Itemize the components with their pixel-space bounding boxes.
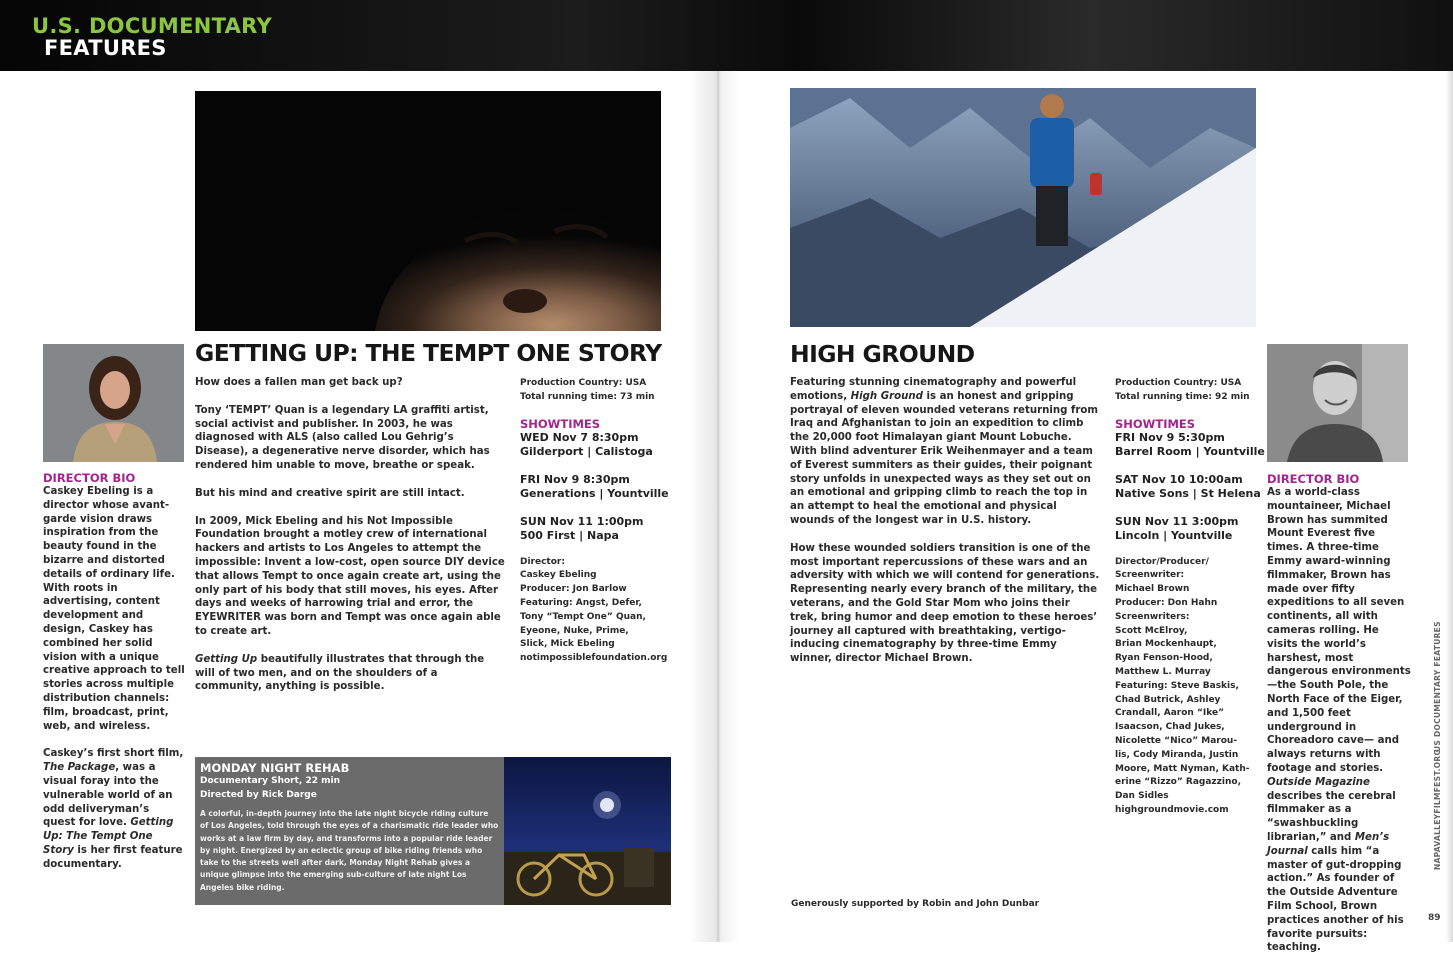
film-still-high-ground-climber	[790, 88, 1256, 327]
section-title-line2: FEATURES	[44, 36, 167, 60]
bio-text: is her first feature documentary.	[43, 844, 183, 870]
film-title-italic: High Ground	[850, 390, 923, 402]
director-bio-heading: DIRECTOR BIO	[1267, 472, 1360, 486]
credit-line: erine “Rizzo” Ragazzino,	[1115, 777, 1241, 788]
short-film-description: A colorful, in-depth journey into the late night bicycle riding culture of Los Angeles, told through the eyes of a charismatic ride leader who works at a law firm by day, and transforms into a popular ride leader by night. Energized by an eclectic group of bike riding friends who take to the streets well after dark, Monday Night Rehab gives a unique glimpse into the emerging sub-culture of late night Los Angeles bike riding.	[200, 809, 499, 892]
credit-line: Nicolette “Nico” Marou-	[1115, 735, 1238, 746]
credit-line: Chad Butrick, Ashley	[1115, 694, 1221, 705]
credits-list	[520, 556, 670, 666]
showtime-entry	[1115, 515, 1265, 543]
showtime-entry	[1115, 431, 1265, 459]
credit-line: notimpossiblefoundation.org	[520, 653, 668, 664]
film-title-high-ground: HIGH GROUND	[790, 340, 975, 368]
bio-text: calls him “a master of gut-dropping action.” As founder of the Outside Adventure Film School, Brown practices another of his favorite pursuits: teaching.	[1267, 845, 1404, 954]
credit-line: Producer: Don Hahn	[1115, 597, 1218, 608]
publication-italic: Men’s Journal	[1267, 831, 1390, 857]
film-info-high-ground	[1115, 377, 1265, 818]
film-title-italic: Getting Up: The Tempt One Story	[43, 817, 174, 856]
credit-line: Brian Mockenhaupt,	[1115, 639, 1217, 650]
showtime-venue: Generations | Yountville	[520, 486, 669, 500]
credit-line: Featuring: Angst, Defer,	[520, 597, 642, 608]
showtimes-list	[520, 431, 670, 543]
credit-line: Isaacson, Chad Jukes,	[1115, 722, 1225, 733]
credit-line: Producer: Jon Barlow	[520, 584, 627, 595]
side-label-website: NAPAVALLEYFILMFEST.ORG	[1433, 749, 1442, 870]
synopsis-para	[195, 653, 505, 694]
page-gutter	[690, 71, 740, 942]
side-label-section: US DOCUMENTARY FEATURES	[1433, 621, 1442, 752]
synopsis-intro: How does a fallen man get back up?	[195, 377, 403, 388]
credits-list	[1115, 556, 1265, 818]
short-film-box	[195, 757, 504, 905]
synopsis-para	[790, 376, 1100, 528]
showtime-venue: Lincoln | Yountville	[1115, 528, 1233, 542]
short-film-title: MONDAY NIGHT REHAB	[200, 761, 350, 775]
film-info-getting-up	[520, 377, 670, 666]
film-synopsis-getting-up	[195, 376, 505, 694]
production-country: Production Country: USA	[520, 378, 647, 388]
credit-line: Eyeone, Nuke, Prime,	[520, 625, 629, 636]
credit-line: Slick, Mick Ebeling	[520, 639, 615, 650]
bio-text: , was a visual foray into the vulnerable world of an odd deliveryman’s quest for love.	[43, 762, 173, 829]
showtime-when: SUN Nov 11 1:00pm	[520, 514, 644, 528]
synopsis-para: In 2009, Mick Ebeling and his Not Impossible Foundation brought a motley crew of international hackers and artists to Los Angeles to attempt the impossible: Invent a low-cost, open source DIY device that allows Tempt to once again create art, using the only part of his body that still moves, his eyes. After days and weeks of harrowing trial and error, the EYEWRITER was born and Tempt was once again able to create art.	[195, 515, 505, 637]
page-number: 89	[1428, 913, 1441, 923]
credit-line: Director:	[520, 556, 565, 567]
showtime-when: FRI Nov 9 5:30pm	[1115, 430, 1225, 444]
short-film-still-bikes	[504, 757, 671, 905]
bio-text: describes the cerebral filmmaker as a “swashbuckling librarian,” and	[1267, 790, 1396, 843]
showtime-venue: 500 First | Napa	[520, 528, 619, 542]
showtime-entry	[1115, 473, 1265, 501]
credit-line: Screenwriters:	[1115, 611, 1190, 622]
credit-line: Scott McElroy,	[1115, 625, 1188, 636]
synopsis-para: How these wounded soldiers transition is one of the most important repercussions of these wars and an adversity with which we will contend for generations. Representing nearly every branch of the military, the veterans, and the Gold Star Mom who joins their trek, bring humor and deep emotion to these heroes’ journey all captured with breathtaking, vertigo-inducing cinematography by three-time Emmy winner, director Michael Brown.	[790, 542, 1100, 665]
showtime-entry	[520, 431, 670, 459]
director-photo-caskey-ebeling	[43, 344, 184, 462]
film-title-italic: The Package	[43, 762, 116, 774]
director-bio-michael-brown	[1267, 473, 1412, 955]
publication-italic: Outside Magazine	[1267, 776, 1370, 788]
showtime-entry	[520, 515, 670, 543]
film-title-italic: Getting Up	[195, 653, 258, 665]
credit-line: Ryan Fenson-Hood,	[1115, 653, 1213, 664]
credit-line: Michael Brown	[1115, 584, 1190, 595]
synopsis-text: Featuring stunning cinematography and powerful emotions,	[790, 377, 1077, 402]
film-synopsis-high-ground	[790, 376, 1100, 666]
film-still-tempt-face	[195, 91, 661, 331]
page-edge	[1446, 71, 1453, 942]
film-title-getting-up: GETTING UP: THE TEMPT ONE STORY	[195, 339, 662, 367]
director-bio-caskey	[43, 472, 185, 872]
section-title-line1: U.S. DOCUMENTARY	[32, 14, 272, 38]
synopsis-para: Tony ‘TEMPT’ Quan is a legendary LA graffiti artist, social activist and publisher. In 2003, he was diagnosed with ALS (also called Lou Gehrig’s Disease), a degenerative nerve disorder, which has rendered him unable to move, breathe or speak.	[195, 404, 490, 471]
credit-line: Featuring: Steve Baskis,	[1115, 680, 1239, 691]
showtime-venue: Native Sons | St Helena	[1115, 486, 1261, 500]
credit-line: Director/Producer/	[1115, 556, 1209, 567]
production-country: Production Country: USA	[1115, 378, 1242, 388]
running-time: Total running time: 73 min	[520, 391, 655, 402]
director-bio-heading: DIRECTOR BIO	[43, 471, 136, 485]
credit-line: Tony “Tempt One” Quan,	[520, 611, 646, 622]
showtime-when: FRI Nov 9 8:30pm	[520, 472, 630, 486]
director-bio-text: Caskey Ebeling is a director whose avant-garde vision draws inspiration from the beauty found in the bizarre and distorted details of ordinary life. With roots in advertising, content development and design, Caskey has combined her solid vision with a unique creative approach to tell stories across multiple distribution channels: film, broadcast, print, web, and wireless.	[43, 486, 185, 732]
director-bio-text	[43, 747, 185, 871]
credit-line: Matthew L. Murray	[1115, 666, 1211, 677]
showtime-venue: Gilderport | Calistoga	[520, 444, 653, 458]
bio-text: Caskey’s first short film,	[43, 748, 184, 760]
credit-line: Moore, Matt Nyman, Kath-	[1115, 763, 1250, 774]
director-bio-text	[1267, 486, 1412, 955]
synopsis-para: But his mind and creative spirit are still intact.	[195, 487, 465, 499]
short-film-subtitle: Documentary Short, 22 min	[200, 776, 340, 786]
running-time: Total running time: 92 min	[1115, 391, 1250, 402]
showtimes-heading: SHOWTIMES	[520, 416, 601, 431]
showtime-entry	[520, 473, 670, 501]
synopsis-text: beautifully illustrates that through the will of two men, and on the shoulders of a community, anything is possible.	[195, 653, 485, 693]
synopsis-text: is an honest and gripping portrayal of eleven wounded veterans returning from Iraq and Afghanistan to join an expedition to climb the 20,000 foot Himalayan giant Mount Lobuche. With blind adventurer Erik Weihenmayer and a team of Everest summiters as their guides, their poignant story unfolds in unexpected ways as they set out on an emotional and gripping climb to reach the top in an attempt to heal the emotional and physical wounds of the longest war in U.S. history.	[790, 390, 1098, 526]
credit-line: Dan Sidles	[1115, 791, 1169, 802]
credit-line: Screenwriter:	[1115, 570, 1185, 581]
sponsor-credit: Generously supported by Robin and John Dunbar	[791, 899, 1040, 909]
bio-text: As a world-class mountaineer, Michael Brown has summited Mount Everest five times. A three-time Emmy award-winning filmmaker, Brown has made over fifty expeditions to all seven continents, all with cameras rolling. He visits the world’s harshest, most dangerous environments—the South Pole, the North Face of the Eiger, and 1,500 feet underground in Choreadoro cave— and always returns with footage and stories.	[1267, 487, 1411, 774]
showtime-when: SAT Nov 10 10:00am	[1115, 472, 1243, 486]
showtime-when: WED Nov 7 8:30pm	[520, 430, 639, 444]
showtimes-list	[1115, 431, 1265, 543]
credit-line: highgroundmovie.com	[1115, 804, 1229, 815]
short-film-director: Directed by Rick Darge	[200, 789, 317, 800]
showtime-when: SUN Nov 11 3:00pm	[1115, 514, 1239, 528]
showtime-venue: Barrel Room | Yountville	[1115, 444, 1265, 458]
credit-line: Caskey Ebeling	[520, 570, 597, 581]
credit-line: lis, Cody Miranda, Justin	[1115, 749, 1239, 760]
credit-line: Crandall, Aaron “Ike”	[1115, 708, 1224, 719]
showtimes-heading: SHOWTIMES	[1115, 416, 1196, 431]
director-photo-michael-brown	[1267, 344, 1408, 462]
